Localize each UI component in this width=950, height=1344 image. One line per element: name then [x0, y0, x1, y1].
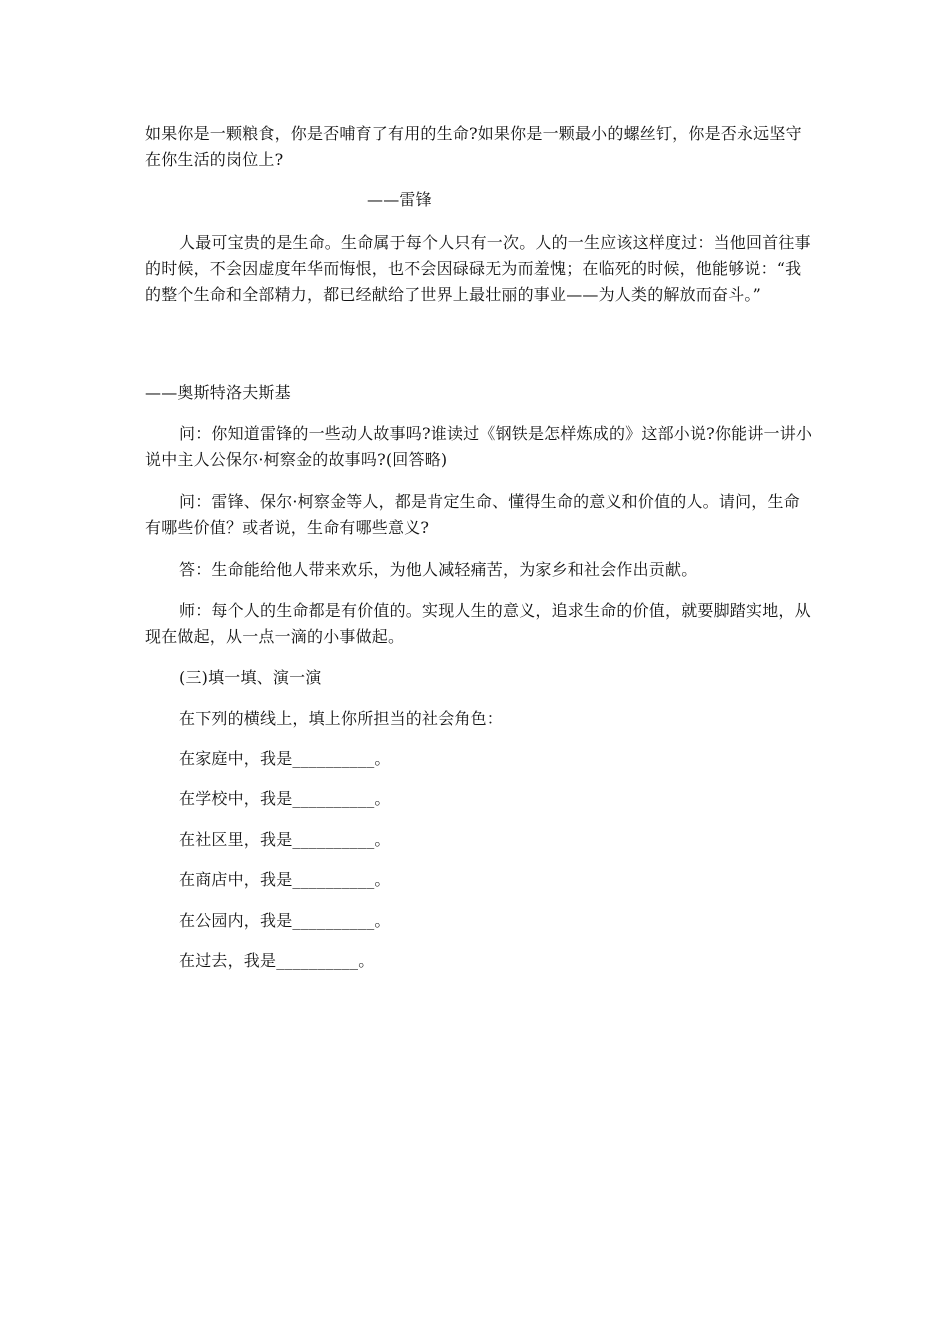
- lei-feng-attribution: ——雷锋: [367, 190, 432, 209]
- question-1: 问：你知道雷锋的一些动人故事吗?谁读过《钢铁是怎样炼成的》这部小说?你能讲一讲小说中主人公保尔·柯察金的故事吗?(回答略): [145, 424, 813, 469]
- fill-line-school: 在学校中，我是__________。: [179, 789, 391, 808]
- lei-feng-quote: 如果你是一颗粮食，你是否哺育了有用的生命?如果你是一颗最小的螺丝钉，你是否永远坚守在你生活的岗位上?: [145, 124, 802, 169]
- fill-instruction: 在下列的横线上，填上你所担当的社会角色：: [179, 709, 504, 728]
- fill-line-park: 在公园内，我是__________。: [179, 911, 391, 930]
- ostrovsky-quote: 人最可宝贵的是生命。生命属于每个人只有一次。人的一生应该这样度过：当他回首往事的时候，不会因虚度年华而悔恨，也不会因碌碌无为而羞愧；在临死的时候，他能够说：“我的整个生命和全部精力，都已经献给了世界上最壮丽的事业——为人类的解放而奋斗。”: [145, 233, 811, 304]
- fill-line-community: 在社区里，我是__________。: [179, 830, 391, 849]
- answer-2: 答：生命能给他人带来欢乐，为他人减轻痛苦，为家乡和社会作出贡献。: [179, 560, 698, 579]
- fill-line-past: 在过去，我是__________。: [179, 951, 375, 970]
- teacher-remark: 师：每个人的生命都是有价值的。实现人生的意义，追求生命的价值，就要脚踏实地，从现在做起，从一点一滴的小事做起。: [145, 601, 811, 646]
- fill-line-store: 在商店中，我是__________。: [179, 870, 391, 889]
- section-heading: (三)填一填、演一演: [179, 668, 322, 687]
- ostrovsky-attribution: ——奥斯特洛夫斯基: [145, 383, 291, 402]
- fill-line-family: 在家庭中，我是__________。: [179, 749, 391, 768]
- question-2: 问：雷锋、保尔·柯察金等人，都是肯定生命、懂得生命的意义和价值的人。请问，生命有哪些价值？或者说，生命有哪些意义?: [145, 492, 800, 537]
